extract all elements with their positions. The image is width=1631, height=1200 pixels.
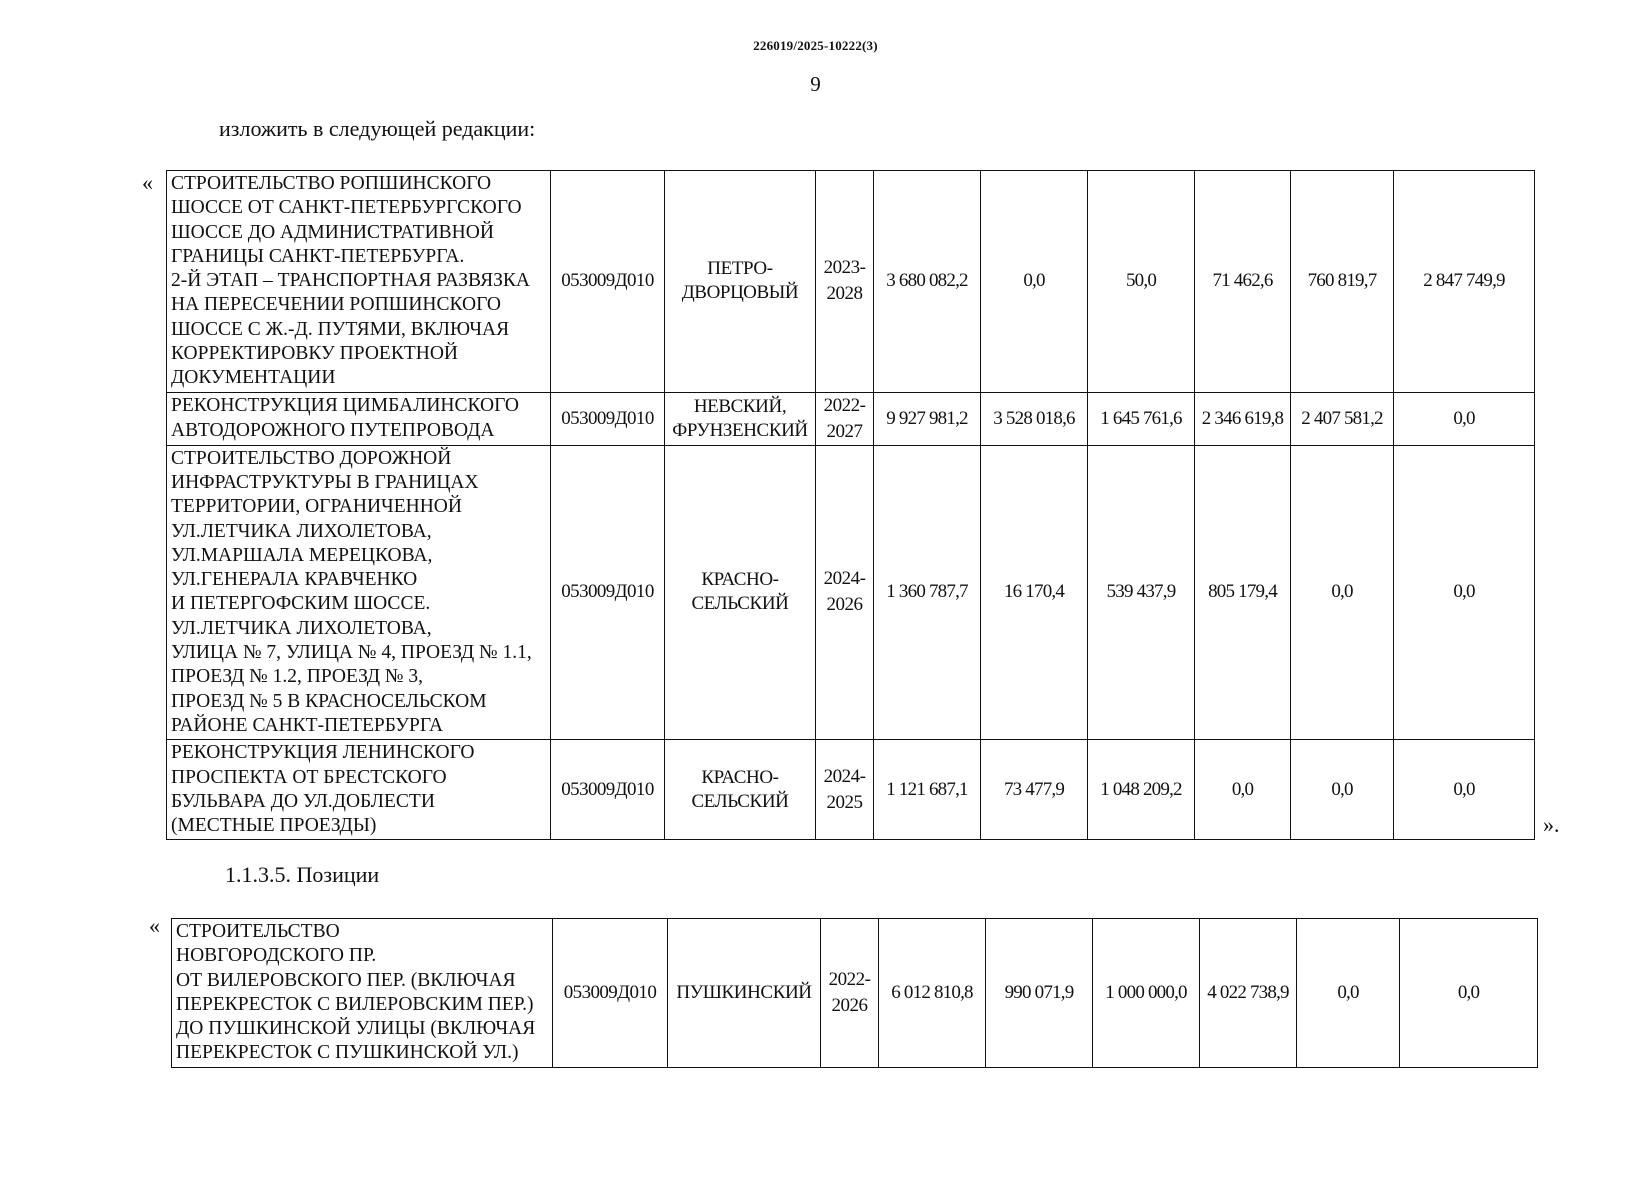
object-name-cell-line: НОВГОРОДСКОГО ПР. [176,945,377,967]
object-name-cell [172,919,553,1068]
amount-cell: 805 179,4 [1195,445,1291,740]
object-name-cell-line: УЛ.ЛЕТЧИКА ЛИХОЛЕТОВА, [171,520,432,542]
amount-cell: 990 071,9 [986,919,1093,1068]
page-number: 9 [810,72,821,96]
amount-cell: 1 360 787,7 [874,445,981,740]
object-name-cell-line: И ПЕТЕРГОФСКИМ ШОССЕ. [171,593,431,615]
object-name-cell-line: 2-Й ЭТАП – ТРАНСПОРТНАЯ РАЗВЯЗКА [171,270,530,292]
object-name-cell-line: ПЕРЕКРЕСТОК С ВИЛЕРОВСКИМ ПЕР.) [176,993,534,1015]
amount-cell: 0,0 [1394,392,1535,445]
district-cell-line: КРАСНО- [701,569,779,591]
object-name-cell-line: СТРОИТЕЛЬСТВО РОПШИНСКОГО [171,173,492,194]
object-name-cell-line: (МЕСТНЫЕ ПРОЕЗДЫ) [171,815,377,837]
years-cell-line: 2024- [823,765,866,787]
budget-code-cell: 053009Д010 [551,392,665,445]
district-cell-line: КРАСНО- [701,766,779,788]
amount-cell: 73 477,9 [981,740,1088,840]
object-name-cell-line: ДОКУМЕНТАЦИИ [171,367,336,389]
object-name-cell-line: РЕКОНСТРУКЦИЯ ЛЕНИНСКОГО [171,742,475,764]
opening-quote-mark: « [149,913,160,938]
years-cell-line: 2028 [826,283,863,305]
document-registration-number: 226019/2025-10222(3) [753,38,878,53]
budget-code-cell: 053009Д010 [553,919,668,1068]
object-name-cell [167,392,551,445]
amount-cell: 2 847 749,9 [1394,171,1535,393]
object-name-cell-line: УЛ.ЛЕТЧИКА ЛИХОЛЕТОВА, [171,617,432,639]
object-name-cell-line: ШОССЕ ОТ САНКТ-ПЕТЕРБУРГСКОГО [171,197,522,219]
district-cell-line: ФРУНЗЕНСКИЙ [672,419,808,441]
object-name-cell-line: УЛ.МАРШАЛА МЕРЕЦКОВА, [171,544,433,566]
table-row [167,171,1535,393]
amount-cell: 0,0 [1297,919,1400,1068]
amount-cell: 2 346 619,8 [1195,392,1291,445]
years-cell [816,171,874,393]
district-cell [665,171,816,393]
positions-table [171,918,1538,1068]
years-cell [816,740,874,840]
years-cell [816,445,874,740]
table-row [167,740,1535,840]
district-cell-line: ПЕТРО- [707,258,773,280]
object-name-cell-line: ПЕРЕКРЕСТОК С ПУШКИНСКОЙ УЛ.) [176,1042,519,1064]
object-name-cell [167,445,551,740]
amount-cell: 0,0 [1400,919,1538,1068]
intro-text: изложить в следующей редакции: [219,116,536,141]
amount-cell: 1 121 687,1 [874,740,981,840]
closing-quote-mark: ». [1543,812,1560,837]
object-name-cell [167,740,551,840]
object-name-cell-line: КОРРЕКТИРОВКУ ПРОЕКТНОЙ [171,343,458,365]
object-name-cell-line: БУЛЬВАРА ДО УЛ.ДОБЛЕСТИ [171,790,435,812]
object-name-cell-line: ИНФРАСТРУКТУРЫ В ГРАНИЦАХ [171,471,479,493]
object-name-cell-line: ПРОЕЗД № 1.2, ПРОЕЗД № 3, [171,666,424,688]
years-cell [816,392,874,445]
amount-cell: 0,0 [1291,740,1394,840]
budget-code-cell: 053009Д010 [551,445,665,740]
amount-cell: 1 048 209,2 [1088,740,1195,840]
amount-cell: 3 680 082,2 [874,171,981,393]
years-cell-line: 2022- [823,394,866,416]
amount-cell: 50,0 [1088,171,1195,393]
object-name-cell-line: РЕКОНСТРУКЦИЯ ЦИМБАЛИНСКОГО [171,395,519,417]
table-row [167,392,1535,445]
district-cell [665,740,816,840]
object-name-cell-line: СТРОИТЕЛЬСТВО ДОРОЖНОЙ [171,447,452,469]
budget-code-cell: 053009Д010 [551,171,665,393]
object-name-cell-line: ПРОЕЗД № 5 В КРАСНОСЕЛЬСКОМ [171,690,487,712]
district-cell-line: ПУШКИНСКИЙ [676,981,812,1003]
district-cell-line: СЕЛЬСКИЙ [691,593,789,615]
amount-cell: 1 645 761,6 [1088,392,1195,445]
amount-cell: 71 462,6 [1195,171,1291,393]
table-row [172,919,1538,1068]
object-name-cell-line: СТРОИТЕЛЬСТВО [176,921,340,942]
years-cell [821,919,879,1068]
object-name-cell-line: ТЕРРИТОРИИ, ОГРАНИЧЕННОЙ [171,496,462,518]
object-name-cell-line: УЛИЦА № 7, УЛИЦА № 4, ПРОЕЗД № 1.1, [171,642,532,664]
object-name-cell-line: НА ПЕРЕСЕЧЕНИИ РОПШИНСКОГО [171,294,501,316]
years-cell-line: 2023- [823,257,866,279]
amount-cell: 2 407 581,2 [1291,392,1394,445]
object-name-cell-line: ГРАНИЦЫ САНКТ-ПЕТЕРБУРГА. [171,245,465,267]
years-cell-line: 2026 [826,594,863,616]
object-name-cell-line: АВТОДОРОЖНОГО ПУТЕПРОВОДА [171,419,495,441]
district-cell-line: ДВОРЦОВЫЙ [681,282,799,304]
budget-code-cell: 053009Д010 [551,740,665,840]
amount-cell: 6 012 810,8 [879,919,986,1068]
district-cell [665,445,816,740]
amount-cell: 16 170,4 [981,445,1088,740]
years-cell-line: 2022- [828,968,871,990]
section-label: 1.1.3.5. Позиции [225,862,380,887]
opening-quote-mark: « [142,170,153,195]
object-name-cell-line: ОТ ВИЛЕРОВСКОГО ПЕР. (ВКЛЮЧАЯ [176,969,516,991]
amount-cell: 0,0 [1394,445,1535,740]
object-name-cell-line: ДО ПУШКИНСКОЙ УЛИЦЫ (ВКЛЮЧАЯ [176,1018,536,1040]
amount-cell: 760 819,7 [1291,171,1394,393]
amount-cell: 9 927 981,2 [874,392,981,445]
years-cell-line: 2025 [826,791,863,813]
object-name-cell-line: УЛ.ГЕНЕРАЛА КРАВЧЕНКО [171,569,418,591]
district-cell [665,392,816,445]
object-name-cell-line: ШОССЕ С Ж.-Д. ПУТЯМИ, ВКЛЮЧАЯ [171,318,510,340]
amount-cell: 0,0 [1291,445,1394,740]
district-cell-line: СЕЛЬСКИЙ [691,790,789,812]
projects-table-body [167,171,1535,840]
district-cell [668,919,821,1068]
amount-cell: 0,0 [1394,740,1535,840]
years-cell-line: 2024- [823,568,866,590]
object-name-cell-line: ШОССЕ ДО АДМИНИСТРАТИВНОЙ [171,221,494,243]
object-name-cell-line: РАЙОНЕ САНКТ-ПЕТЕРБУРГА [171,714,444,736]
years-cell-line: 2026 [831,994,868,1016]
district-cell-line: НЕВСКИЙ, [693,395,787,417]
amount-cell: 0,0 [1195,740,1291,840]
amount-cell: 539 437,9 [1088,445,1195,740]
object-name-cell-line: ПРОСПЕКТА ОТ БРЕСТСКОГО [171,766,447,788]
amount-cell: 0,0 [981,171,1088,393]
table-row [167,445,1535,740]
years-cell-line: 2027 [826,420,863,442]
positions-table-body [172,919,1538,1068]
object-name-cell [167,171,551,393]
amount-cell: 3 528 018,6 [981,392,1088,445]
projects-table [166,170,1535,840]
amount-cell: 1 000 000,0 [1093,919,1200,1068]
amount-cell: 4 022 738,9 [1200,919,1297,1068]
